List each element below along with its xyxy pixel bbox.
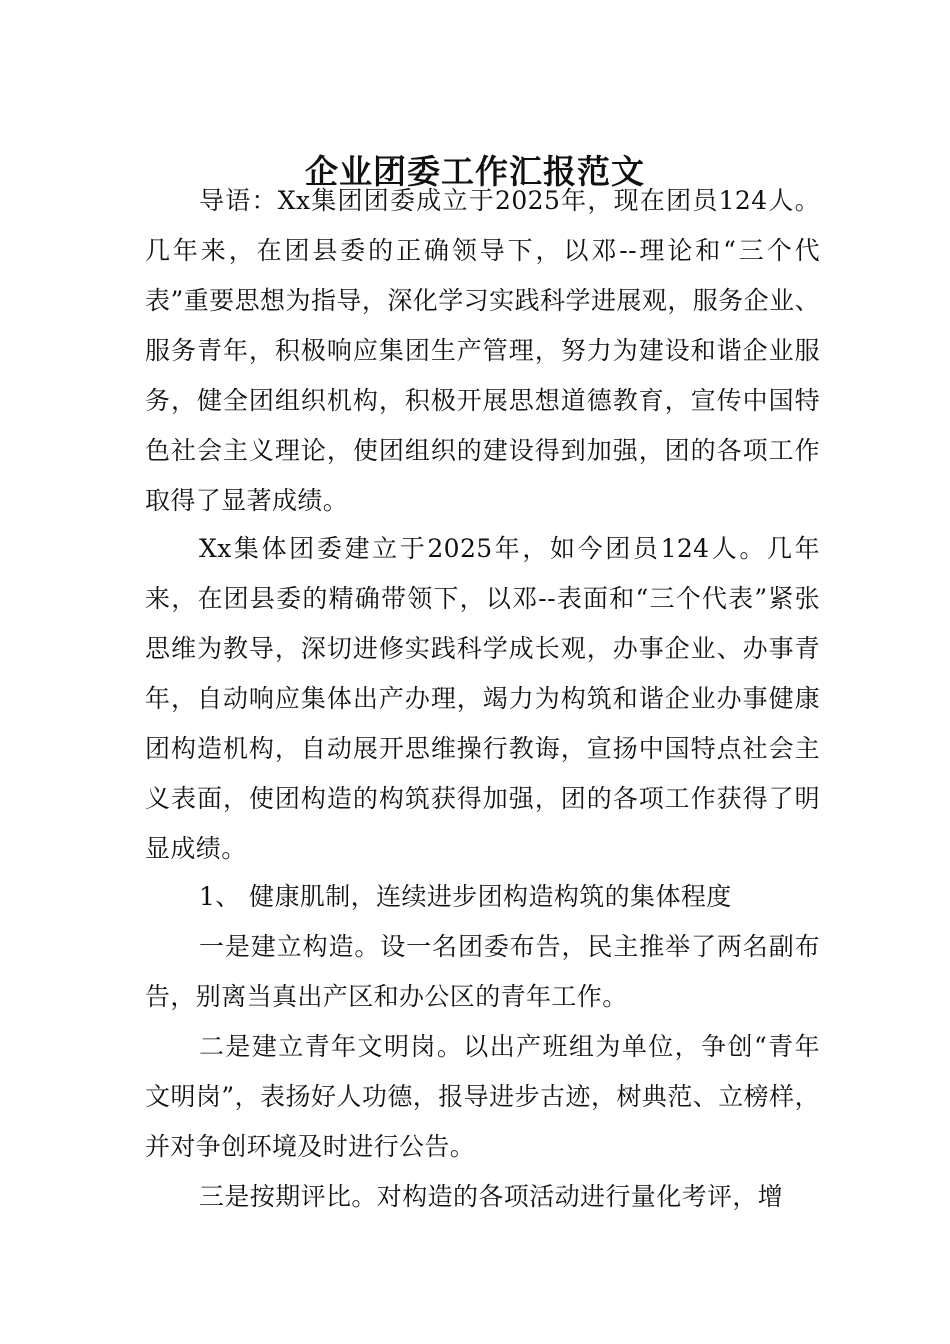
paragraph-item-3: 三是按期评比。对构造的各项活动进行量化考评，增 xyxy=(199,1182,784,1211)
paragraph-item-1: 一是建立构造。设一名团委布告，民主推举了两名副布告，别离当真出产区和办公区的青年工作。 xyxy=(145,932,820,1011)
paragraph-intro: 导语：Xx集团团委成立于2025年，现在团员124人。几年来，在团县委的正确领导下，以邓--理论和“三个代表”重要思想为指导，深化学习实践科学进展观，服务企业、服务青年，积极响应集团生产管理，努力为建设和谐企业服务，健全团组织机构，积极开展思想道德教育，宣传中国特色社会主义理论，使团组织的建设得到加强，团的各项工作取得了显著成绩。 xyxy=(145,186,820,515)
section-heading-1: 1、 健康肌制，连续进步团构造构筑的集体程度 xyxy=(199,882,732,911)
paragraph-summary: Xx集体团委建立于2025年，如今团员124人。几年来，在团县委的精确带领下，以邓--表面和“三个代表”紧张思维为教导，深切进修实践科学成长观，办事企业、办事青年，自动响应集体出产办理，竭力为构筑和谐企业办事健康团构造机构，自动展开思维操行教诲，宣扬中国特点社会主义表面，使团构造的构筑获得加强，团的各项工作获得了明显成绩。 xyxy=(145,534,820,863)
paragraph-item-2: 二是建立青年文明岗。以出产班组为单位，争创“青年文明岗”，表扬好人功德，报导进步古迹，树典范、立榜样，并对争创环境及时进行公告。 xyxy=(145,1032,820,1161)
document-title: 企业团委工作汇报范文 xyxy=(305,152,645,192)
